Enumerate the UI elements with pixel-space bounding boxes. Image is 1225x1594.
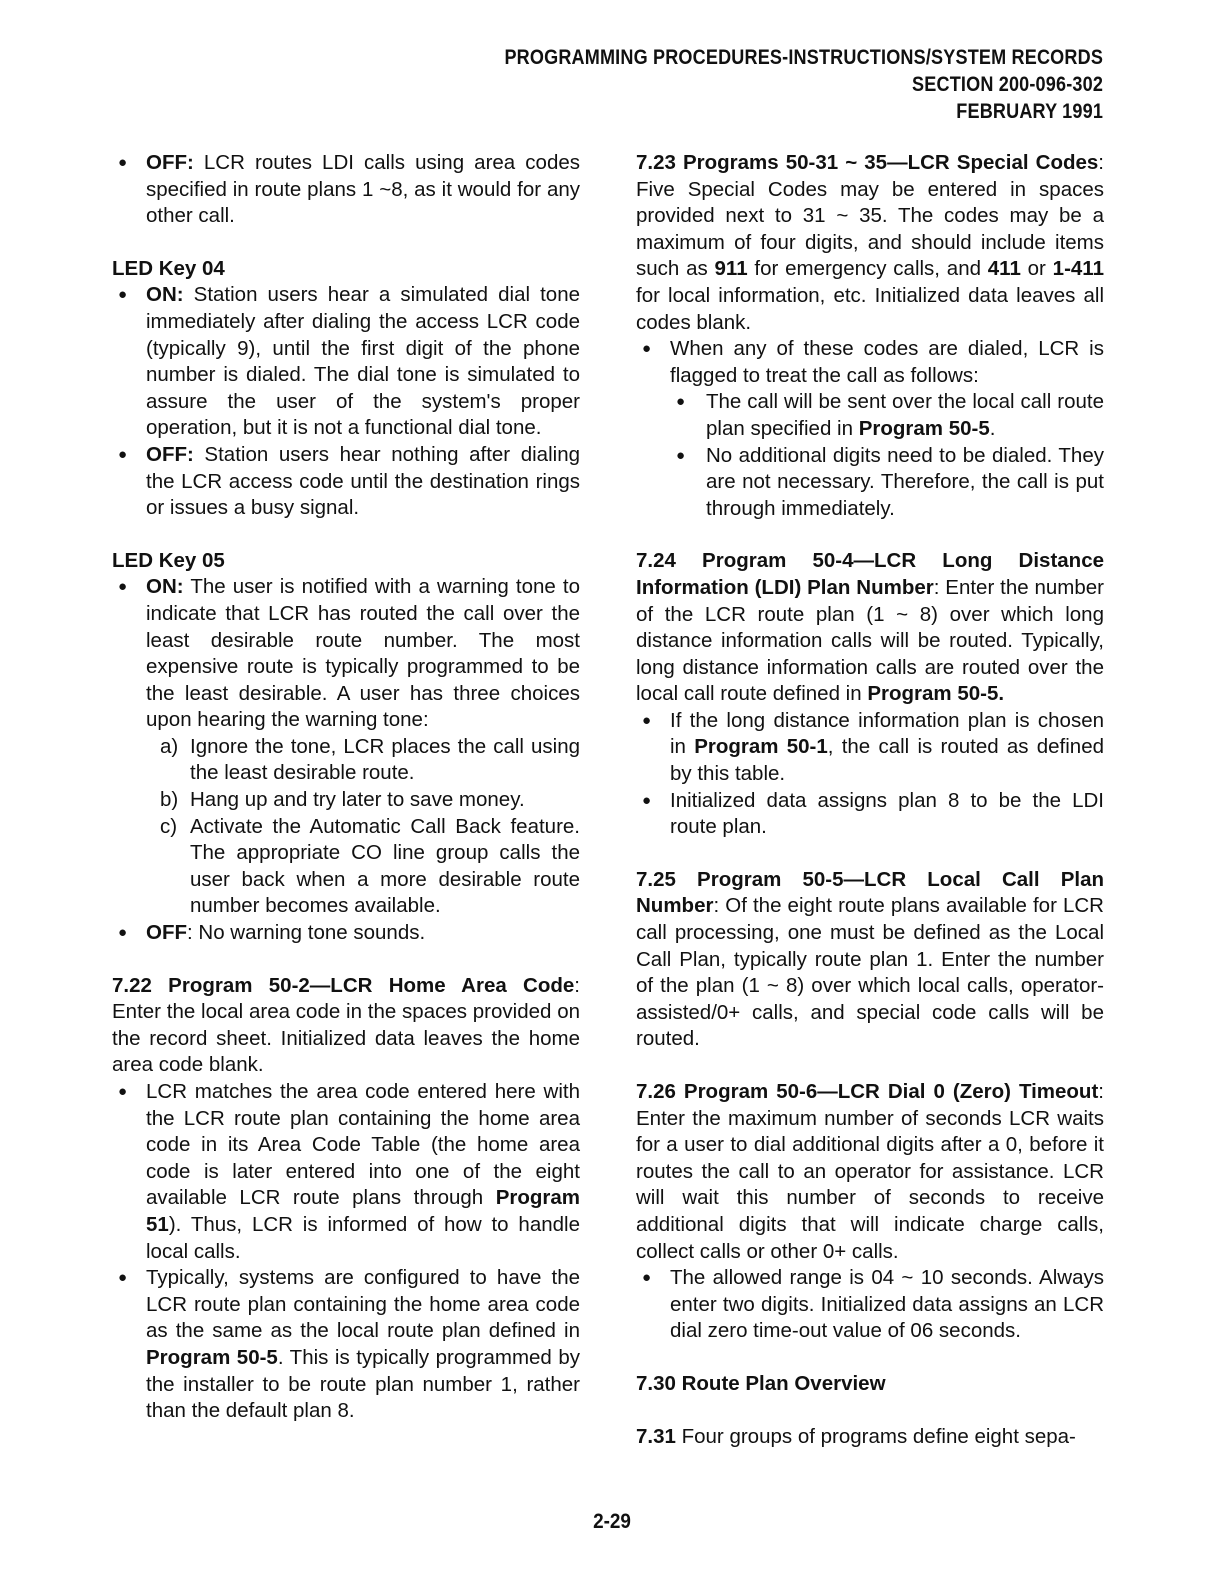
list-item: b) Hang up and try later to save money.: [160, 788, 525, 812]
section-7-22: 7.22 Program 50-2—LCR Home Area Code: Enter the local area code in the spaces provided on the record sheet. Initialized data leaves the home area code blank.: [112, 973, 580, 1077]
choices-list: [146, 734, 580, 920]
section-7-31: 7.31 Four groups of programs define eight sepa-: [636, 1424, 1076, 1448]
led-key-05-heading: LED Key 05: [112, 548, 225, 572]
page-number: [0, 1510, 1225, 1534]
page-number-text: 2-29: [593, 1510, 632, 1533]
section-7-25: 7.25 Program 50-5—LCR Local Call Plan Number: Of the eight route plans available for LCR call processing, one must be defined as the Local Call Plan, typically route plan 1. Enter the number of the plan (1 ~ 8) over which local calls, operator-assisted/0+ calls, and special code calls will be routed.: [636, 867, 1104, 1051]
section-7-24-list: [636, 708, 1104, 841]
right-column: [636, 150, 1104, 1450]
list-item: ● ON: Station users hear a simulated dial tone immediately after dialing the access LCR code (typically 9), until the first digit of the phone number is dialed. The dial tone is simulated to assure the user of the system's proper operation, but it is not a functional dial tone.: [112, 282, 580, 442]
section-7-23-list: [636, 336, 1104, 522]
list-item: ● OFF: No warning tone sounds.: [112, 920, 580, 947]
led-key-04-list: [112, 282, 580, 521]
led-key-04-heading: LED Key 04: [112, 256, 225, 280]
left-column: [112, 150, 580, 1425]
section-7-23: 7.23 Programs 50-31 ~ 35—LCR Special Codes: Five Special Codes may be entered in spaces provided next to 31 ~ 35. The codes may be a maximum of four digits, and should include items such as 911 for emergency calls, and 411 or 1-411 for local information, etc. Initialized data leaves all codes blank.: [636, 151, 1104, 334]
list-item: ● Initialized data assigns plan 8 to be the LDI route plan.: [636, 788, 1104, 841]
page-header: [407, 44, 1103, 125]
section-7-30-heading: 7.30 Route Plan Overview: [636, 1371, 886, 1395]
section-7-23-sublist: [670, 389, 1104, 522]
ldi-off-list: [112, 150, 580, 230]
list-item: ● OFF: LCR routes LDI calls using area codes specified in route plans 1 ~8, as it would for any other call.: [112, 150, 580, 230]
led-key-05-list: [112, 574, 580, 946]
list-item: ● When any of these codes are dialed, LCR is flagged to treat the call as follows: ● The call will be sent over the local call route plan specified in Program 50-5. ● No additional digits need to be dialed. They are not necessary. Therefore, the call is put through immediately.: [636, 336, 1104, 522]
header-date: FEBRUARY 1991: [956, 100, 1103, 123]
section-7-24: 7.24 Program 50-4—LCR Long Distance Information (LDI) Plan Number: Enter the number of the LCR route plan (1 ~ 8) over which long distance information calls will be routed. Typically, long distance information calls are routed over the local call route defined in Program 50-5.: [636, 549, 1104, 706]
list-item: ● The allowed range is 04 ~ 10 seconds. Always enter two digits. Initialized data assigns an LCR dial zero time-out value of 06 seconds.: [636, 1265, 1104, 1345]
list-item: ● Typically, systems are configured to have the LCR route plan containing the home area code as the same as the local route plan defined in Program 50-5. This is typically programmed by the installer to be route plan number 1, rather than the default plan 8.: [112, 1265, 580, 1425]
list-item: ● No additional digits need to be dialed. They are not necessary. Therefore, the call is put through immediately.: [670, 443, 1104, 523]
list-item: ● The call will be sent over the local call route plan specified in Program 50-5.: [670, 389, 1104, 442]
section-7-22-list: [112, 1079, 580, 1425]
list-item: ● OFF: Station users hear nothing after dialing the LCR access code until the destination rings or issues a busy signal.: [112, 442, 580, 522]
list-item: ● If the long distance information plan is chosen in Program 50-1, the call is routed as defined by this table.: [636, 708, 1104, 788]
list-item: ● LCR matches the area code entered here with the LCR route plan containing the home area code in its Area Code Table (the home area code is later entered into one of the eight available LCR route plans through Program 51). Thus, LCR is informed of how to handle local calls.: [112, 1079, 580, 1265]
list-item: a) Ignore the tone, LCR places the call using the least desirable route.: [160, 734, 580, 785]
section-7-26-list: [636, 1265, 1104, 1345]
header-section: SECTION 200-096-302: [912, 73, 1103, 96]
list-item: ● ON: The user is notified with a warning tone to indicate that LCR has routed the call over the least desirable route number. The most expensive route is typically programmed to be the least desirable. A user has three choices upon hearing the warning tone: a) Ignore the tone, LCR places the call using the least desirable route. b) Hang up and try later to save money. c) Activate the Automatic Call Back feature. The appropriate CO line group calls the user back when a more desirable route number becomes available.: [112, 574, 580, 920]
list-item: c) Activate the Automatic Call Back feature. The appropriate CO line group calls the user back when a more desirable route number becomes available.: [160, 814, 580, 918]
section-7-26: 7.26 Program 50-6—LCR Dial 0 (Zero) Timeout: Enter the maximum number of seconds LCR waits for a user to dial additional digits after a 0, before it routes the call to an operator for assistance. LCR will wait this number of seconds to receive additional digits that will indicate charge calls, collect calls or other 0+ calls.: [636, 1080, 1104, 1263]
header-title: PROGRAMMING PROCEDURES-INSTRUCTIONS/SYSTEM RECORDS: [504, 46, 1103, 69]
